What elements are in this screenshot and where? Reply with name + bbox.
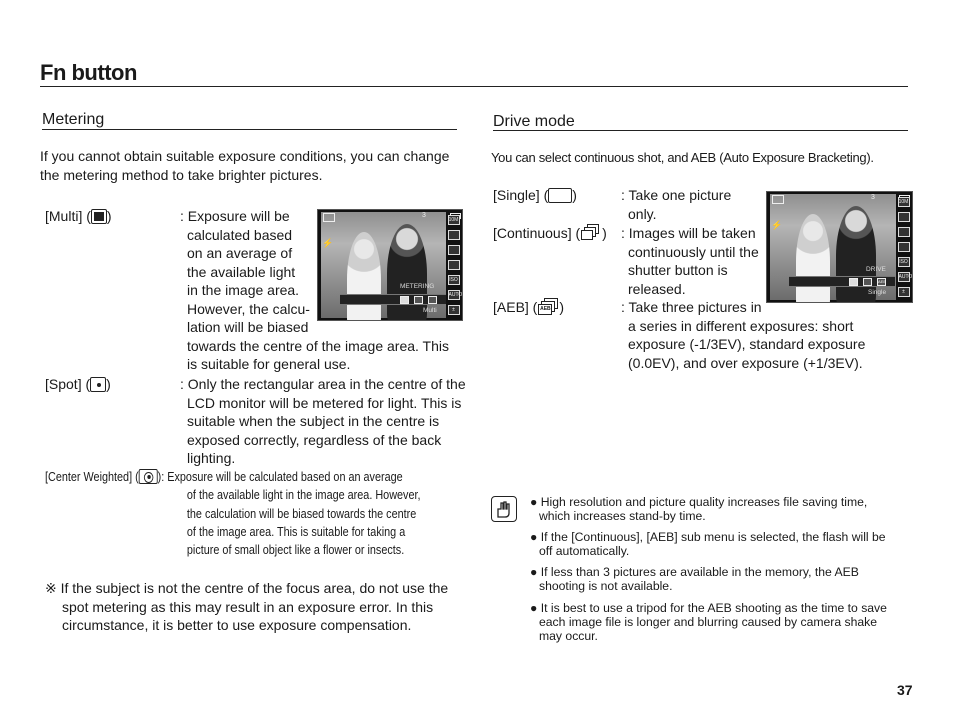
spot-desc: : Only the rectangular area in the centre of the LCD monitor will be metered for light. This is suitable when the subject in the centre is exposed correctly, regardless of the back lighting. [180, 376, 466, 466]
center-weighted-entry: [Center Weighted] ( ): Exposure will be calculated based on an average of the available light in the image area. However, the calculation will be biased towards the centre of the image area. This is suitable for taking a picture of small object like a flower or insects. [45, 470, 421, 558]
white-balance-icon [448, 260, 460, 270]
note-item: ● It is best to use a tripod for the AEB shooting as the time to save each image file is longer and blurring caused by camera shake may occur. [530, 601, 887, 643]
multi-metering-icon [91, 209, 107, 224]
iso-icon: ISO [899, 259, 908, 266]
center-option-icon [428, 296, 437, 304]
iso-icon: ISO [449, 277, 458, 284]
continuous-option-icon [863, 278, 872, 286]
bride-figure [796, 214, 830, 303]
multi-desc: : Exposure will be calculated based on an average of the available light in the image area. However, the calcu- lation will be biased towards the centre of the image area. This is suitable for general use. [180, 208, 449, 372]
metering-mode-icon [448, 245, 460, 255]
single-label: [Single] ( ) [493, 187, 577, 203]
aeb-option-icon: AEB [878, 279, 887, 284]
screen-sidebar [446, 212, 461, 318]
drive-selected: Single [868, 289, 887, 296]
center-weighted-icon [139, 469, 158, 484]
awb-icon: AUTO [898, 274, 913, 281]
spot-option-icon [414, 296, 423, 304]
flash-icon: ⚡ [322, 238, 334, 248]
continuous-desc: : Images will be taken continuously until the shutter button is released. [621, 225, 759, 297]
continuous-shot-icon [580, 224, 602, 241]
page-title: Fn button [40, 60, 137, 85]
drive-mode-icon [898, 227, 910, 237]
spot-label: [Spot] ( ) [45, 376, 111, 392]
note-item: ● High resolution and picture quality increases file saving time, which increases stand-by time. [530, 495, 868, 523]
bride-figure [347, 232, 381, 321]
metering-intro: If you cannot obtain suitable exposure conditions, you can change the metering method to take brighter pictures. [40, 148, 450, 183]
single-shot-icon [548, 188, 572, 203]
metering-rule [42, 129, 457, 130]
camera-mode-icon [323, 213, 335, 222]
aeb-label: [AEB] ( AEB ) [493, 299, 565, 315]
white-balance-icon [898, 242, 910, 252]
exposure-icon: ± [898, 287, 910, 297]
note-icon [491, 496, 517, 522]
single-desc: : Take one picture only. [621, 187, 732, 222]
drive-menu-bar [789, 276, 895, 287]
metering-selected: Multi [423, 307, 437, 314]
page-number: 37 [897, 682, 913, 698]
shots-remaining: 3 [871, 194, 875, 201]
spot-metering-icon [90, 377, 106, 392]
drive-intro: You can select continuous shot, and AEB (Auto Exposure Bracketing). [491, 150, 874, 165]
exposure-icon: ± [448, 305, 460, 315]
multi-label: [Multi] ( ) [45, 208, 112, 224]
flash-icon: ⚡ [771, 220, 783, 230]
multi-option-icon [400, 296, 409, 304]
metering-heading: Metering [42, 111, 105, 128]
note-item: ● If the [Continuous], [AEB] sub menu is selected, the flash will be off automatically. [530, 530, 886, 558]
groom-figure [387, 224, 427, 321]
quality-icon [898, 212, 910, 222]
drive-heading: Drive mode [493, 113, 575, 130]
screen-sidebar [896, 194, 911, 300]
title-rule [40, 86, 908, 87]
resolution-icon: 10M [898, 198, 909, 205]
aeb-desc: : Take three pictures in a series in different exposures: short exposure (-1/3EV), standard exposure (0.0EV), and over exposure (+1/3EV). [621, 299, 866, 371]
metering-menu-bar [340, 294, 446, 305]
drive-menu-label: DRIVE [866, 266, 886, 273]
camera-mode-icon [772, 195, 784, 204]
continuous-label: [Continuous] ( ) [493, 225, 607, 241]
metering-camera-screen [317, 209, 463, 321]
resolution-icon: 10M [448, 216, 459, 223]
metering-note: ※ If the subject is not the centre of the focus area, do not use the spot metering as this may result in an exposure error. In this circumstance, it is better to use exposure compensation. [45, 580, 449, 633]
aeb-icon: AEB [537, 298, 559, 315]
awb-icon: AUTO [448, 292, 463, 299]
single-option-icon [849, 278, 858, 286]
metering-menu-label: METERING [400, 283, 435, 290]
note-item: ● If less than 3 pictures are available in the memory, the AEB shooting is not available. [530, 565, 859, 593]
drive-rule [493, 130, 908, 131]
drive-camera-screen [766, 191, 913, 303]
quality-icon [448, 230, 460, 240]
shots-remaining: 3 [422, 212, 426, 219]
